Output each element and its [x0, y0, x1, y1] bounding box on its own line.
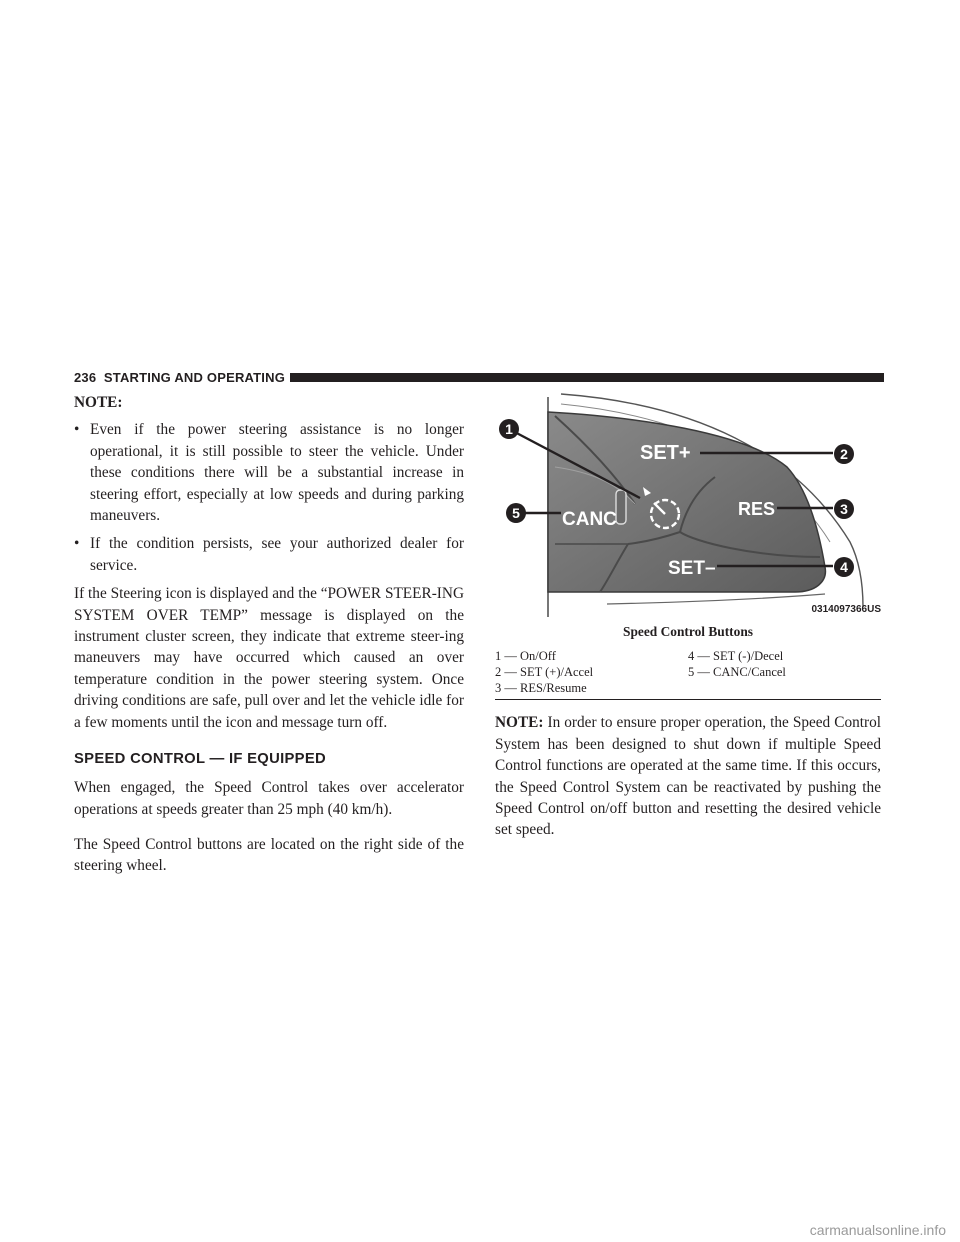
overtemp-paragraph: If the Steering icon is displayed and the “POWER STEER-ING SYSTEM OVER TEMP” message is displayed on the instrument cluster screen, they indicate that extreme steer-ing maneuvers may have occurred which caused an over temperature condition in the power steering system. Once driving conditions are safe, pull over and let the vehicle idle for a few moments until the icon and message turn off. [74, 585, 464, 731]
speed-control-figure [495, 392, 881, 617]
bullet-item [74, 533, 464, 576]
section-heading: SPEED CONTROL — IF EQUIPPED [74, 751, 327, 768]
bullet-dot: • [74, 421, 80, 439]
res-label: RES [738, 499, 776, 519]
callout-3-number: 3 [840, 501, 848, 517]
set-minus-label: SET– [668, 558, 716, 579]
callout-4 [834, 557, 854, 577]
right-note-text: In order to ensure proper operation, the Speed Control System has been designed to shut down if multiple Speed Control functions are operated at the same time. If this occurs, the Speed Control System can be reactivated by pushing the Speed Control on/off button and resetting the desired vehicle set speed. [495, 714, 881, 839]
wheel-base-line [607, 594, 825, 604]
legend-item: 3 — RES/Resume [495, 681, 587, 696]
watermark: carmanualsonline.info [809, 1222, 946, 1238]
callout-4-number: 4 [840, 559, 848, 575]
callout-3 [834, 499, 854, 519]
section-title: STARTING AND OPERATING [103, 370, 286, 385]
figure-legend [495, 648, 881, 700]
figure-caption: Speed Control Buttons [623, 624, 753, 639]
header-text [74, 371, 285, 385]
bullet-text: If the condition persists, see your authorized dealer for service. [90, 535, 464, 574]
page-header [74, 371, 884, 385]
header-rule [290, 373, 884, 382]
right-note-label: NOTE: [495, 714, 544, 732]
callout-1-number: 1 [505, 421, 513, 437]
callout-2 [834, 444, 854, 464]
steering-wheel-illustration [495, 392, 881, 617]
buttons-location-paragraph: The Speed Control buttons are located on the right side of the steering wheel. [74, 835, 464, 875]
callout-2-number: 2 [840, 446, 848, 462]
image-code: 0314097366US [811, 604, 881, 615]
note-label: NOTE: [74, 394, 123, 411]
legend-item: 4 — SET (-)/Decel [688, 649, 784, 664]
callout-5-number: 5 [512, 505, 520, 521]
callout-1 [499, 419, 519, 439]
legend-item: 5 — CANC/Cancel [688, 665, 786, 680]
canc-label: CANC [562, 509, 617, 530]
bullet-text: Even if the power steering assistance is no longer operational, it is still possible to steer the vehicle. Under these conditions there will be a substantial increase in steering effort, especially at low speeds and during parking maneuvers. [90, 421, 464, 525]
legend-item: 2 — SET (+)/Accel [495, 665, 594, 680]
bullet-item [74, 419, 464, 526]
engaged-paragraph: When engaged, the Speed Control takes over accelerator operations at speeds greater than 25 mph (40 km/h). [74, 779, 464, 818]
set-plus-label: SET+ [640, 442, 691, 464]
right-note-paragraph [495, 712, 881, 840]
bullet-dot: • [74, 535, 80, 553]
page-number: 236 [74, 370, 97, 385]
legend-item: 1 — On/Off [495, 649, 556, 664]
callout-5 [506, 503, 526, 523]
right-column [495, 392, 881, 841]
left-column [74, 392, 464, 877]
on-off-indicator [616, 490, 626, 524]
